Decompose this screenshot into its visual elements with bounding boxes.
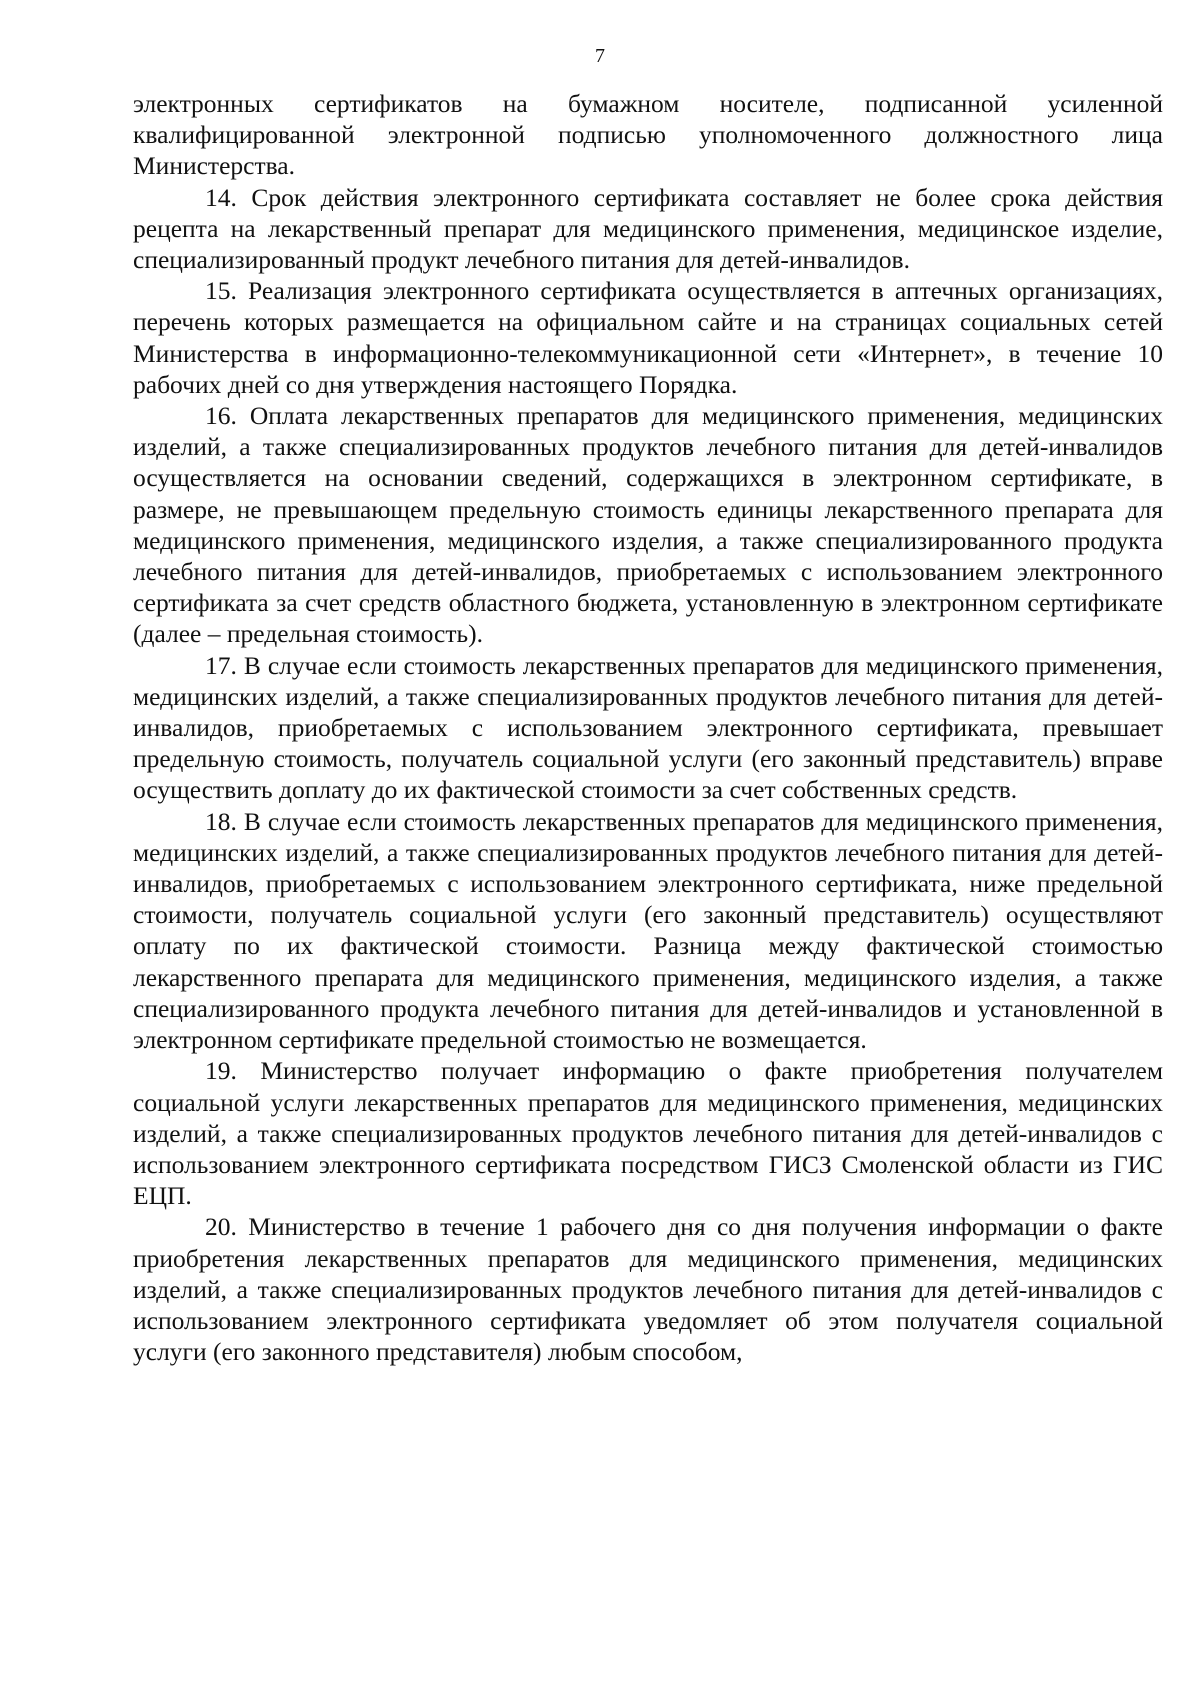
- paragraph-14: 14. Срок действия электронного сертификата составляет не более срока действия рецепта на лекарственный препарат для медицинского применения, медицинское изделие, специализированный продукт лечебного питания для детей-инвалидов.: [133, 182, 1163, 275]
- paragraph-20: 20. Министерство в течение 1 рабочего дня со дня получения информации о факте приобретения лекарственных препаратов для медицинского применения, медицинских изделий, а также специализированных продуктов лечебного питания для детей-инвалидов с использованием электронного сертификата уведомляет об этом получателя социальной услуги (его законного представителя) любым способом,: [133, 1212, 1163, 1367]
- paragraph-18: 18. В случае если стоимость лекарственных препаратов для медицинского применения, медицинских изделий, а также специализированных продуктов лечебного питания для детей-инвалидов, приобретаемых с использованием электронного сертификата, ниже предельной стоимости, получатель социальной услуги (его законный представитель) осуществляют оплату по их фактической стоимости. Разница между фактической стоимостью лекарственного препарата для медицинского применения, медицинского изделия, а также специализированного продукта лечебного питания для детей-инвалидов и установленной в электронном сертификате предельной стоимостью не возмещается.: [133, 806, 1163, 1055]
- paragraph-continuation: электронных сертификатов на бумажном носителе, подписанной усиленной квалифицированной электронной подписью уполномоченного должностного лица Министерства.: [133, 89, 1163, 181]
- paragraph-15: 15. Реализация электронного сертификата осуществляется в аптечных организациях, перечень которых размещается на официальном сайте и на страницах социальных сетей Министерства в информационно-телекоммуникационной сети «Интернет», в течение 10 рабочих дней со дня утверждения настоящего Порядка.: [133, 276, 1163, 399]
- paragraph-16: 16. Оплата лекарственных препаратов для медицинского применения, медицинских изделий, а также специализированных продуктов лечебного питания для детей-инвалидов осуществляется на основании сведений, содержащихся в электронном сертификате, в размере, не превышающем предельную стоимость единицы лекарственного препарата для медицинского применения, медицинского изделия, а также специализированного продукта лечебного питания для детей-инвалидов, приобретаемых с использованием электронного сертификата за счет средств областного бюджета, установленную в электронном сертификате (далее – предельная стоимость).: [133, 401, 1163, 649]
- paragraph-19: 19. Министерство получает информацию о факте приобретения получателем социальной услуги лекарственных препаратов для медицинского применения, медицинских изделий, а также специализированных продуктов лечебного питания для детей-инвалидов с использованием электронного сертификата посредством ГИСЗ Смоленской области из ГИС ЕЦП.: [133, 1056, 1163, 1211]
- page-number: 7: [595, 45, 605, 67]
- document-body: [133, 88, 1163, 1367]
- paragraph-17: 17. В случае если стоимость лекарственных препаратов для медицинского применения, медицинских изделий, а также специализированных продуктов лечебного питания для детей-инвалидов, приобретаемых с использованием электронного сертификата, превышает предельную стоимость, получатель социальной услуги (его законный представитель) вправе осуществить доплату до их фактической стоимости за счет собственных средств.: [133, 650, 1163, 805]
